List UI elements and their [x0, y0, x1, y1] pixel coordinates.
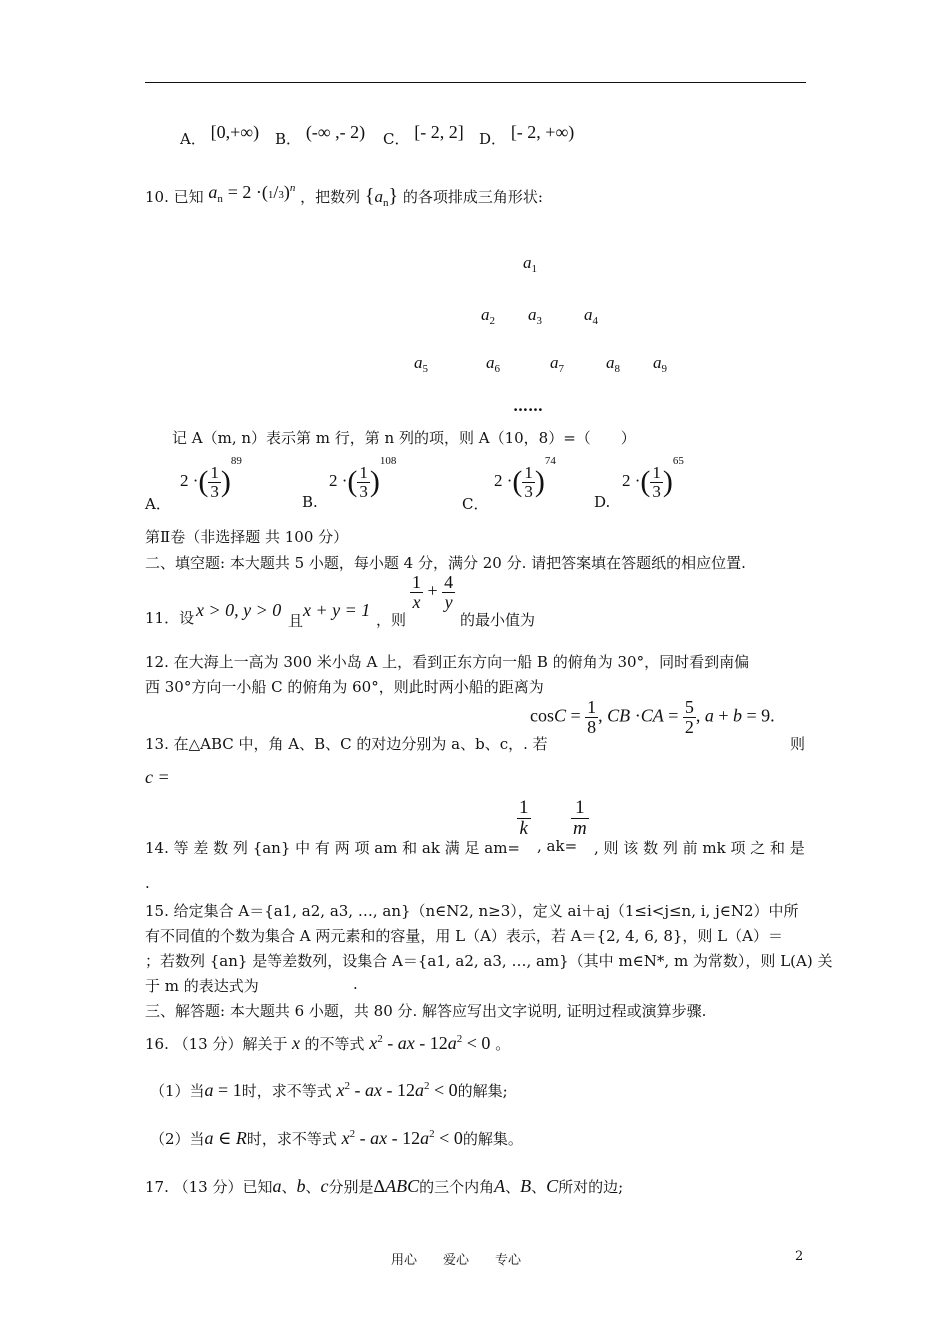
triangle-term-a1: $a_1$	[523, 253, 537, 275]
triangle-term-a7: $a_7$	[550, 353, 564, 375]
q15-line4-end: .	[353, 975, 358, 993]
q13-text: 13. 在△ABC 中，角 A、B、C 的对边分别为 a、b、c，. 若	[145, 735, 548, 753]
q15-line4: 于 m 的表达式为	[145, 977, 259, 995]
triangle-term-a9: $a_9$	[653, 353, 667, 375]
q13-c-equals: c =	[145, 767, 170, 787]
footer-motto: 用心 爱心 专心	[391, 1253, 522, 1268]
q9-option-a: A． [0,+∞)	[180, 122, 260, 148]
q10-option-a-expr: 2 ·( $\frac{1}{3}$ )$^{89}$	[180, 455, 242, 501]
q10-option-c-expr: 2 ·( $\frac{1}{3}$ )$^{74}$	[494, 455, 556, 501]
q10-option-b-letter: B.	[302, 493, 318, 511]
q15-line1: 15. 给定集合 A＝{a1, a2, a3, …, an}（n∈N2, n≥3），定义 ai＋aj（1≤i<j≤n, i, j∈N2）中所	[145, 902, 799, 920]
q10-recall: 记 A（m, n）表示第 m 行，第 n 列的项，则 A（10，8）=（ ）	[172, 429, 636, 447]
triangle-term-a6: $a_6$	[486, 353, 500, 375]
q14-frac-k: $\frac{1}{k}$	[519, 797, 529, 839]
q11-expression: $\frac{1}{x}$ + $\frac{4}{y}$	[412, 572, 454, 612]
q10-stem: 10. 已知 $a_n = 2 \cdot(1/3)^n$ ，把数列 $\{a_n\}$ 的各项排成三角形状:	[145, 182, 543, 209]
q13-then: 则	[790, 735, 806, 753]
q10-formula: $a_n$	[208, 182, 223, 205]
q10-option-c-letter: C．	[462, 495, 489, 513]
q9-option-b: B． (-∞ ,- 2)	[275, 122, 366, 148]
q11-and: 且	[288, 612, 304, 630]
q14-dot: .	[145, 874, 150, 892]
q9-option-d: D． [- 2, +∞)	[479, 122, 575, 148]
triangle-term-a4: $a_4$	[584, 305, 598, 327]
q15-line3: ；若数列 {an} 是等差数列，设集合 A＝{a1, a2, a3, …, am}（其中 m∈N*, m 为常数），则 L(A) 关	[145, 952, 833, 970]
q9-option-c: C． [- 2, 2]	[383, 122, 464, 148]
q13-given: cosC = $\frac{1}{8}$ , CB ·CA = $\frac{5}{2}$ , a + b = 9.	[530, 697, 775, 737]
fill-in-heading: 二、填空题: 本大题共 5 小题，每小题 4 分，满分 20 分. 请把答案填在答题纸的相应位置.	[145, 554, 746, 572]
q14-frac-m: $\frac{1}{m}$	[573, 797, 587, 839]
q14-text-c: , 则 该 数 列 前 mk 项 之 和 是	[594, 839, 805, 857]
q16-part2: （2）当a ∈ R时，求不等式 $x^2$ - ax - $12a^2 < 0$的解集。	[150, 1128, 523, 1148]
q11-then: ，则	[376, 611, 407, 629]
q11-tail: 的最小值为	[460, 611, 536, 629]
q16-part1: （1）当a = 1时，求不等式 $x^2$ - ax - $12a^2 < 0$的解集;	[150, 1080, 508, 1100]
q17-stem: 17. （13 分）已知a、b、c分别是ΔABC的三个内角A、B、C所对的边;	[145, 1176, 624, 1196]
q11-condition2: x + y = 1	[303, 600, 371, 620]
part2-title: 第Ⅱ卷（非选择题 共 100 分）	[145, 528, 349, 546]
q12-line2: 西 30°方向一小船 C 的俯角为 60°，则此时两小船的距离为	[145, 678, 544, 696]
triangle-term-a2: $a_2$	[481, 305, 495, 327]
q10-option-a-letter: A．	[145, 495, 171, 513]
page-number: 2	[795, 1249, 804, 1264]
q14-text-b: , ak=	[537, 837, 578, 855]
q16-stem: 16. （13 分）解关于 x 的不等式 $x^2$ - ax - $12a^2 < 0$ 。	[145, 1033, 511, 1053]
q10-option-b-expr: 2 ·( $\frac{1}{3}$ )$^{108}$	[329, 455, 397, 501]
solve-heading: 三、解答题: 本大题共 6 小题，共 80 分. 解答应写出文字说明, 证明过程或演算步骤.	[145, 1002, 707, 1020]
q11-condition1: x > 0, y > 0	[196, 600, 282, 620]
triangle-ellipsis: ……	[513, 397, 543, 415]
q15-line2: 有不同值的个数为集合 A 两元素和的容量，用 L（A）表示，若 A＝{2, 4, 6, 8}，则 L（A）＝	[145, 927, 783, 945]
triangle-term-a3: $a_3$	[528, 305, 542, 327]
q11-label: 11．设	[145, 609, 195, 627]
triangle-term-a8: $a_8$	[606, 353, 620, 375]
q12-line1: 12. 在大海上一高为 300 米小岛 A 上，看到正东方向一船 B 的俯角为 30°，同时看到南偏	[145, 653, 750, 671]
header-rule	[145, 82, 806, 83]
triangle-term-a5: $a_5$	[414, 353, 428, 375]
q10-option-d-expr: 2 ·( $\frac{1}{3}$ )$^{65}$	[622, 455, 684, 501]
q10-option-d-letter: D.	[594, 493, 611, 511]
q14-text-a: 14. 等 差 数 列 {an} 中 有 两 项 am 和 ak 满 足 am=	[145, 839, 521, 857]
